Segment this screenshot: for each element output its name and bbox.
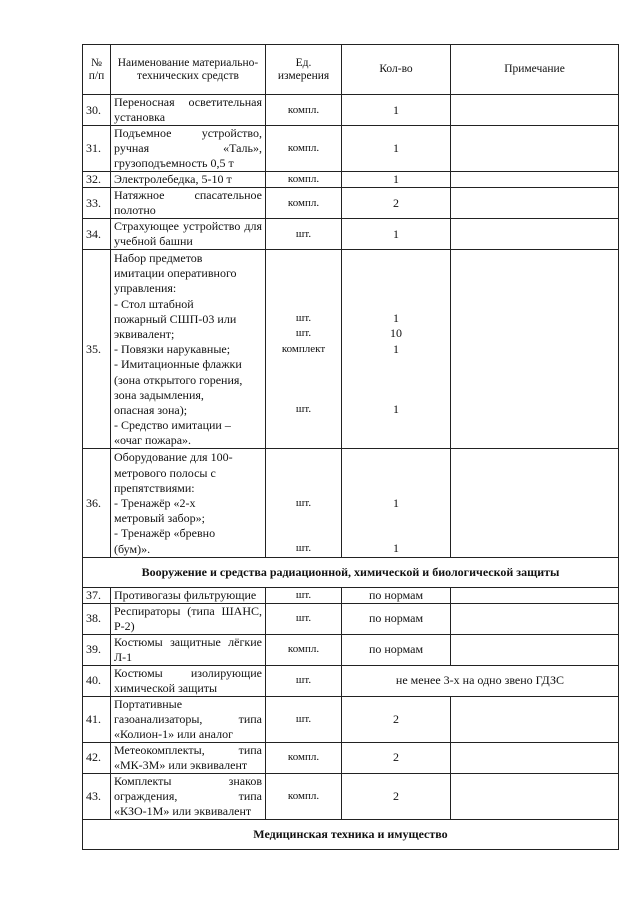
row-name <box>111 250 266 449</box>
qty-line <box>345 480 447 495</box>
row-num: 36. <box>83 449 111 557</box>
table-row <box>83 603 619 634</box>
qty-line <box>345 251 447 266</box>
unit-line: шт. <box>295 542 312 555</box>
name-line: - Стол штабной <box>114 296 194 311</box>
unit-line <box>269 251 338 266</box>
unit-line <box>269 357 338 372</box>
table-row <box>83 587 619 603</box>
unit-line <box>269 433 338 448</box>
row-unit: компл. <box>266 172 342 188</box>
row-num: 42. <box>83 742 111 773</box>
name-line: эквивалент; <box>114 326 175 341</box>
row-name: Подъемное устройство, ручная «Таль», грузоподъемность 0,5 т <box>111 126 266 172</box>
row-num: 37. <box>83 587 111 603</box>
header-unit: Ед. измерения <box>266 45 342 95</box>
row-unit <box>266 250 342 449</box>
unit-line: шт. <box>295 496 312 509</box>
row-note <box>451 172 619 188</box>
row-name: Натяжное спасательное полотно <box>111 188 266 219</box>
row-note <box>451 126 619 172</box>
table-row <box>83 126 619 172</box>
table-row <box>83 696 619 742</box>
table-row <box>83 250 619 449</box>
row-num: 33. <box>83 188 111 219</box>
row-num: 40. <box>83 665 111 696</box>
row-num: 35. <box>83 250 111 449</box>
name-line: - Средство имитации – <box>114 418 231 433</box>
row-unit: компл. <box>266 188 342 219</box>
row-qty: 1 <box>342 219 451 250</box>
qty-line <box>345 450 447 465</box>
unit-line <box>269 418 338 433</box>
name-line: имитации оперативного <box>114 266 237 281</box>
unit-line <box>269 281 338 296</box>
qty-line <box>345 372 447 387</box>
row-unit: шт. <box>266 219 342 250</box>
section-title: Медицинская техника и имущество <box>83 819 619 849</box>
qty-line <box>345 357 447 372</box>
row-qty: по нормам <box>342 587 451 603</box>
qty-line: 1 <box>393 341 399 356</box>
row-qty: по нормам <box>342 603 451 634</box>
table-row <box>83 773 619 819</box>
row-unit: компл. <box>266 742 342 773</box>
section-row <box>83 819 619 849</box>
qty-line <box>345 266 447 281</box>
row-num: 38. <box>83 603 111 634</box>
unit-line <box>269 296 338 311</box>
row-num: 41. <box>83 696 111 742</box>
name-line: «очаг пожара». <box>114 433 192 448</box>
table-row <box>83 188 619 219</box>
unit-line: шт. <box>295 312 312 325</box>
qty-line <box>345 526 447 541</box>
row-name: Комплекты знаков ограждения, типа «КЗО-1М» или эквивалент <box>111 773 266 819</box>
row-note <box>451 742 619 773</box>
qty-line <box>345 296 447 311</box>
row-note <box>451 603 619 634</box>
qty-line: 1 <box>393 311 399 326</box>
table-row <box>83 634 619 665</box>
row-unit: компл. <box>266 634 342 665</box>
header-note: Примечание <box>451 45 619 95</box>
row-note <box>451 188 619 219</box>
row-unit: компл. <box>266 95 342 126</box>
name-line: - Повязки нарукавные; <box>114 342 231 357</box>
qty-line: 1 <box>393 495 399 510</box>
row-num: 34. <box>83 219 111 250</box>
row-name: Метеокомплекты, типа «МК-3М» или эквивалент <box>111 742 266 773</box>
qty-line: 10 <box>390 326 402 341</box>
row-name: Респираторы (типа ШАНС, Р-2) <box>111 603 266 634</box>
name-line: метрового полосы с <box>114 465 216 480</box>
unit-line <box>269 372 338 387</box>
row-note <box>451 219 619 250</box>
row-note <box>451 696 619 742</box>
unit-line: комплект <box>281 342 326 355</box>
row-unit: шт. <box>266 603 342 634</box>
name-line: Набор предметов <box>114 251 203 265</box>
table-row <box>83 172 619 188</box>
unit-line <box>269 511 338 526</box>
row-name: Переносная осветительная установка <box>111 95 266 126</box>
qty-line <box>345 418 447 433</box>
qty-line: 1 <box>393 402 399 417</box>
row-qty <box>342 449 451 557</box>
header-num: № п/п <box>83 45 111 95</box>
row-note <box>451 449 619 557</box>
name-line: (бум)». <box>114 541 151 556</box>
name-line: зона задымления, <box>114 387 204 402</box>
qty-line <box>345 465 447 480</box>
qty-line <box>345 511 447 526</box>
row-unit <box>266 449 342 557</box>
section-row <box>83 557 619 587</box>
row-note <box>451 95 619 126</box>
row-num: 39. <box>83 634 111 665</box>
row-qty: 1 <box>342 95 451 126</box>
row-num: 30. <box>83 95 111 126</box>
unit-line <box>269 450 338 465</box>
row-qty <box>342 250 451 449</box>
equipment-table <box>82 44 619 850</box>
name-line: препятствиями: <box>114 480 195 495</box>
name-line: пожарный СШП-03 или <box>114 311 237 326</box>
row-num: 32. <box>83 172 111 188</box>
name-line: - Имитационные флажки <box>114 357 242 372</box>
row-qty: по нормам <box>342 634 451 665</box>
row-name: Костюмы изолирующие химической защиты <box>111 665 266 696</box>
row-name: Электролебедка, 5-10 т <box>111 172 266 188</box>
row-qty: 2 <box>342 773 451 819</box>
table-row <box>83 95 619 126</box>
name-line: метровый забор»; <box>114 511 205 526</box>
row-note <box>451 634 619 665</box>
header-qty: Кол-во <box>342 45 451 95</box>
name-line: опасная зона); <box>114 402 188 417</box>
row-num: 31. <box>83 126 111 172</box>
row-unit: компл. <box>266 126 342 172</box>
qty-line <box>345 387 447 402</box>
name-line: - Тренажёр «2-х <box>114 496 196 510</box>
unit-line <box>269 387 338 402</box>
table-header-row <box>83 45 619 95</box>
row-qty: 2 <box>342 742 451 773</box>
unit-line <box>269 465 338 480</box>
header-name: Наименование материально-технических средств <box>111 45 266 95</box>
unit-line: шт. <box>295 403 312 416</box>
row-qty: 1 <box>342 126 451 172</box>
row-qty: 1 <box>342 172 451 188</box>
table-row <box>83 742 619 773</box>
row-note <box>451 587 619 603</box>
qty-line: 1 <box>393 541 399 556</box>
name-line: (зона открытого горения, <box>114 372 243 387</box>
row-note <box>451 250 619 449</box>
section-title: Вооружение и средства радиационной, химической и биологической защиты <box>83 557 619 587</box>
name-line: - Тренажёр «бревно <box>114 526 216 541</box>
unit-line: шт. <box>295 327 312 340</box>
row-note <box>451 773 619 819</box>
table-row <box>83 665 619 696</box>
table-row <box>83 449 619 557</box>
row-num: 43. <box>83 773 111 819</box>
qty-line <box>345 433 447 448</box>
qty-line <box>345 281 447 296</box>
row-qty: 2 <box>342 188 451 219</box>
name-line: Оборудование для 100- <box>114 450 233 465</box>
row-name: Страхующее устройство для учебной башни <box>111 219 266 250</box>
row-unit: шт. <box>266 665 342 696</box>
row-name: Костюмы защитные лёгкие Л-1 <box>111 634 266 665</box>
row-name: Портативные газоанализаторы, типа «Колион-1» или аналог <box>111 696 266 742</box>
unit-line <box>269 266 338 281</box>
row-name <box>111 449 266 557</box>
unit-line <box>269 526 338 541</box>
row-unit: компл. <box>266 773 342 819</box>
name-line: управления: <box>114 281 177 296</box>
row-qty: 2 <box>342 696 451 742</box>
table-row <box>83 219 619 250</box>
row-unit: шт. <box>266 587 342 603</box>
row-unit: шт. <box>266 696 342 742</box>
row-name: Противогазы фильтрующие <box>111 587 266 603</box>
unit-line <box>269 480 338 495</box>
row-qty: не менее 3-х на одно звено ГДЗС <box>342 665 619 696</box>
